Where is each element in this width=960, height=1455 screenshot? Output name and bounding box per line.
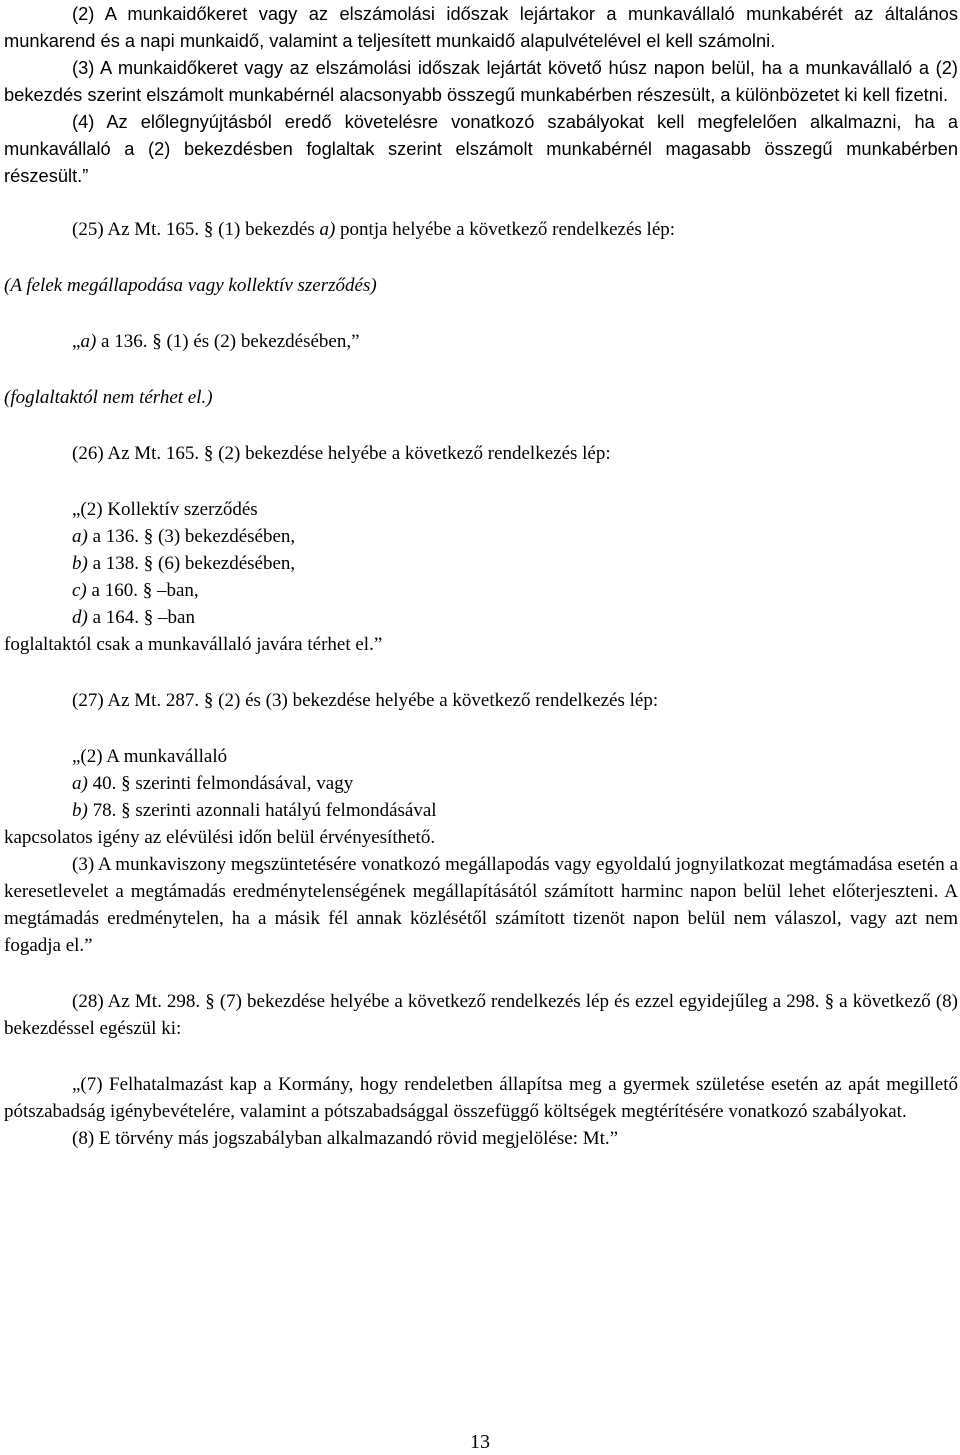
paragraph-4: (4) Az előlegnyújtásból eredő követelésre vonatkozó szabályokat kell megfelelően alkalmazni, ha a munkavállaló a (2) bekezdésben foglaltak szerint elszámolt munkabérnél magasabb összegű munkabérben részesült.” [4,111,958,186]
paragraph-2: (2) A munkaidőkeret vagy az elszámolási időszak lejártakor a munkavállaló munkabérét az általános munkarend és a napi munkaidő, valamint a teljesített munkaidő alapulvételével el kell számolni. [4,3,958,51]
section-26-item-c: c) a 160. § –ban, [72,580,199,601]
section-28-paragraph-8: (8) E törvény más jogszabályban alkalmazandó rövid megjelölése: Mt.” [72,1128,619,1149]
document-page [4,0,958,1152]
section-28-paragraph-7: „(7) Felhatalmazást kap a Kormány, hogy rendeletben állapítsa meg a gyermek születése esetén az apát megillető pótszabadság igénybevételére, valamint a pótszabadsággal összefüggő költségek megtérítésére vonatkozó szabályokat. [4,1074,958,1122]
section-28-heading: (28) Az Mt. 298. § (7) bekezdése helyébe a következő rendelkezés lép és ezzel egyidejűleg a 298. § a következő (8) bekezdéssel egészül ki: [4,991,958,1039]
section-27-heading: (27) Az Mt. 287. § (2) és (3) bekezdése helyébe a következő rendelkezés lép: [72,690,659,711]
section-26-item-b: b) a 138. § (6) bekezdésében, [72,553,296,574]
section-27-tail: kapcsolatos igény az elévülési időn belül érvényesíthető. [4,827,436,848]
section-27-paragraph-3: (3) A munkaviszony megszüntetésére vonatkozó megállapodás vagy egyoldalú jognyilatkozat megtámadása esetén a keresetlevelet a megtámadás eredménytelenségének megállapításától számított harminc napon belül lehet előterjeszteni. A megtámadás eredménytelen, ha a másik fél annak közlésétől számított tizenöt napon belül nem válaszol, vagy azt nem fogadja el.” [4,854,958,956]
section-25-intro: (A felek megállapodása vagy kollektív szerződés) [4,275,377,296]
section-27-head: „(2) A munkavállaló [72,746,228,767]
section-26-item-a: a) a 136. § (3) bekezdésében, [72,526,296,547]
section-26-tail: foglaltaktól csak a munkavállaló javára térhet el.” [4,634,383,655]
section-25-item: „a) a 136. § (1) és (2) bekezdésében,” [72,331,360,352]
page-number: 13 [470,1431,490,1453]
section-26-item-d: d) a 164. § –ban [72,607,195,628]
section-27-item-b: b) 78. § szerinti azonnali hatályú felmondásával [72,800,437,821]
paragraph-3: (3) A munkaidőkeret vagy az elszámolási időszak lejártát követő húsz napon belül, ha a munkavállaló a (2) bekezdés szerint elszámolt munkabérnél alacsonyabb összegű munkabérben részesült, a különbözetet ki kell fizetni. [4,57,958,105]
section-25-outro: (foglaltaktól nem térhet el.) [4,387,213,408]
section-27-item-a: a) 40. § szerinti felmondásával, vagy [72,773,354,794]
section-25-heading: (25) Az Mt. 165. § (1) bekezdés a) pontja helyébe a következő rendelkezés lép: [72,219,676,240]
section-26-heading: (26) Az Mt. 165. § (2) bekezdése helyébe a következő rendelkezés lép: [72,443,611,464]
section-26-head: „(2) Kollektív szerződés [72,499,258,520]
